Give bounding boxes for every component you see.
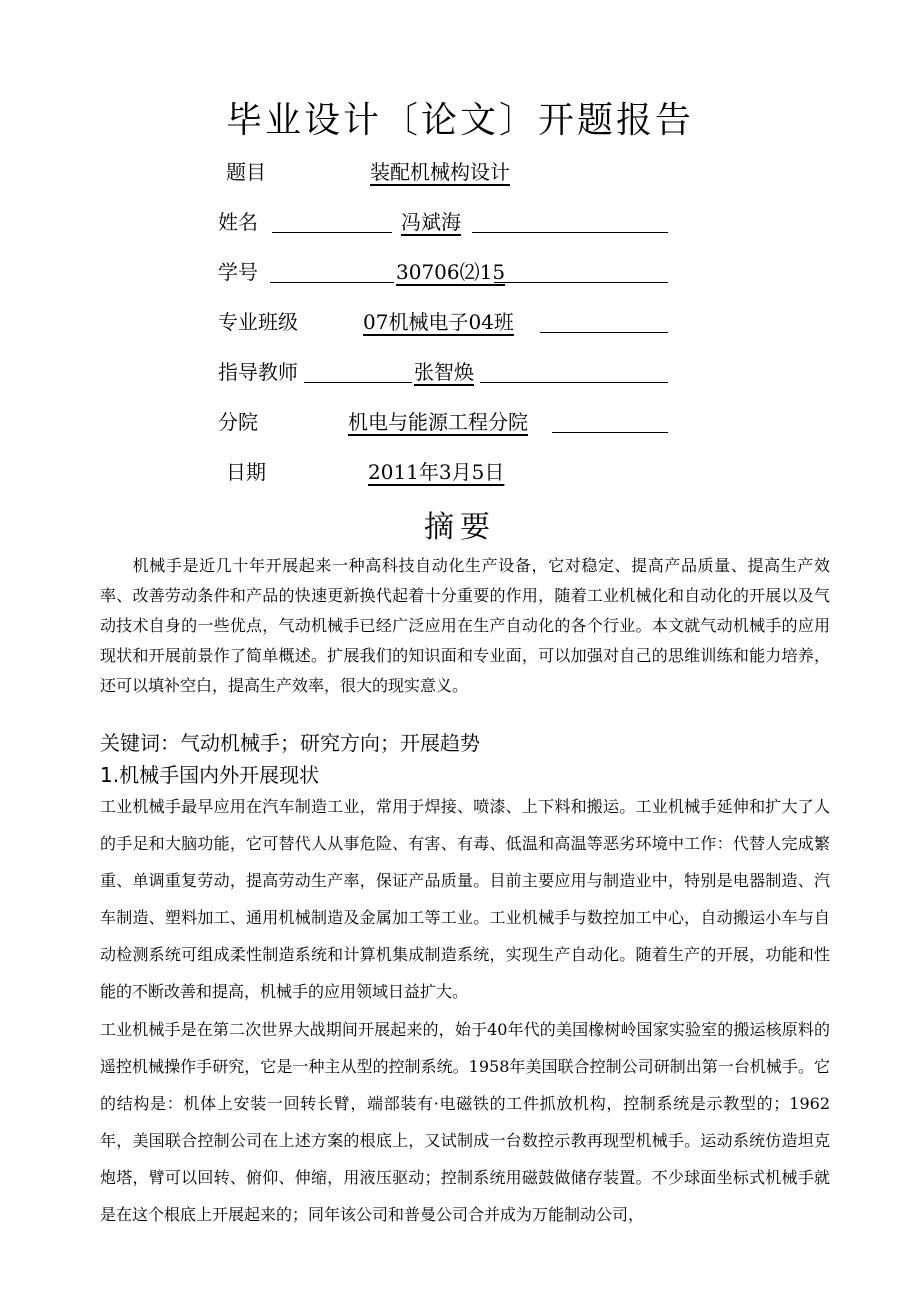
- class-underline-right: [540, 332, 668, 333]
- info-row-college: [218, 406, 670, 440]
- document-title: 毕业设计〔论文〕开题报告: [225, 100, 694, 141]
- college-label: 分院: [218, 410, 258, 434]
- section1-heading: 1.机械手国内外开展现状: [100, 763, 320, 787]
- info-row-name: [218, 206, 670, 240]
- info-row-topic: [226, 156, 676, 190]
- topic-value: 装配机械构设计: [370, 160, 510, 184]
- advisor-underline-left: [304, 382, 412, 383]
- abstract-paragraph: [100, 551, 830, 701]
- advisor-value: 张智焕: [414, 360, 474, 384]
- college-underline-right: [552, 432, 668, 433]
- abstract-heading: 摘要: [424, 510, 496, 545]
- section1-paragraph-2: [100, 1011, 830, 1233]
- date-value: 2011年3月5日: [368, 460, 505, 484]
- info-row-class: [218, 306, 670, 340]
- keywords-line: 关键词：气动机械手；研究方向；开展趋势: [100, 731, 480, 755]
- section1-paragraph-1: [100, 788, 830, 1010]
- info-row-date: [226, 456, 676, 490]
- date-label: 日期: [226, 460, 266, 484]
- abstract-text: 机械手是近几十年开展起来一种高科技自动化生产设备，它对稳定、提高产品质量、提高生产效率、改善劳动条件和产品的快速更新换代起着十分重要的作用，随着工业机械化和自动化的开展以及气动技术自身的一些优点，气动机械手已经广泛应用在生产自动化的各个行业。本文就气动机械手的应用现状和开展前景作了简单概述。扩展我们的知识面和专业面，可以加强对自己的思维训练和能力培养，还可以填补空白，提高生产效率，很大的现实意义。: [100, 556, 830, 695]
- info-row-id: [218, 256, 670, 290]
- advisor-underline-right: [480, 382, 668, 383]
- name-underline-right: [472, 232, 668, 233]
- college-value: 机电与能源工程分院: [348, 410, 528, 434]
- info-row-advisor: [218, 356, 670, 390]
- name-label: 姓名: [218, 210, 258, 234]
- id-label: 学号: [218, 260, 258, 284]
- section1-para2-text: 工业机械手是在第二次世界大战期间开展起来的，始于40年代的美国橡树岭国家实验室的搬运核原料的遥控机械操作手研究，它是一种主从型的控制系统。1958年美国联合控制公司研制出第一台机械手。它的结构是：机体上安装一回转长臂，端部装有·电磁铁的工件抓放机构，控制系统是示教型的；1962年，美国联合控制公司在上述方案的根底上，又试制成一台数控示教再现型机械手。运动系统仿造坦克炮塔，臂可以回转、俯仰、伸缩，用液压驱动；控制系统用磁鼓做储存装置。不少球面坐标式机械手就是在这个根底上开展起来的；同年该公司和普曼公司合并成为万能制动公司，: [100, 1020, 830, 1224]
- class-value: 07机械电子04班: [363, 310, 514, 334]
- section1-para1-text: 工业机械手最早应用在汽车制造工业，常用于焊接、喷漆、上下料和搬运。工业机械手延伸和扩大了人的手足和大脑功能，它可替代人从事危险、有害、有毒、低温和高温等恶劣环境中工作：代替人完成繁重、单调重复劳动，提高劳动生产率，保证产品质量。目前主要应用与制造业中，特别是电器制造、汽车制造、塑料加工、通用机械制造及金属加工等工业。工业机械手与数控加工中心，自动搬运小车与自动检测系统可组成柔性制造系统和计算机集成制造系统，实现生产自动化。随着生产的开展，功能和性能的不断改善和提高，机械手的应用领域日益扩大。: [100, 797, 830, 1001]
- class-label: 专业班级: [218, 310, 298, 334]
- topic-label: 题目: [226, 160, 266, 184]
- name-underline-left: [272, 232, 392, 233]
- id-underline-right: [494, 282, 668, 283]
- advisor-label: 指导教师: [218, 360, 298, 384]
- id-value: 30706⑵15: [396, 260, 506, 284]
- id-underline-left: [270, 282, 394, 283]
- name-value: 冯斌海: [401, 210, 461, 234]
